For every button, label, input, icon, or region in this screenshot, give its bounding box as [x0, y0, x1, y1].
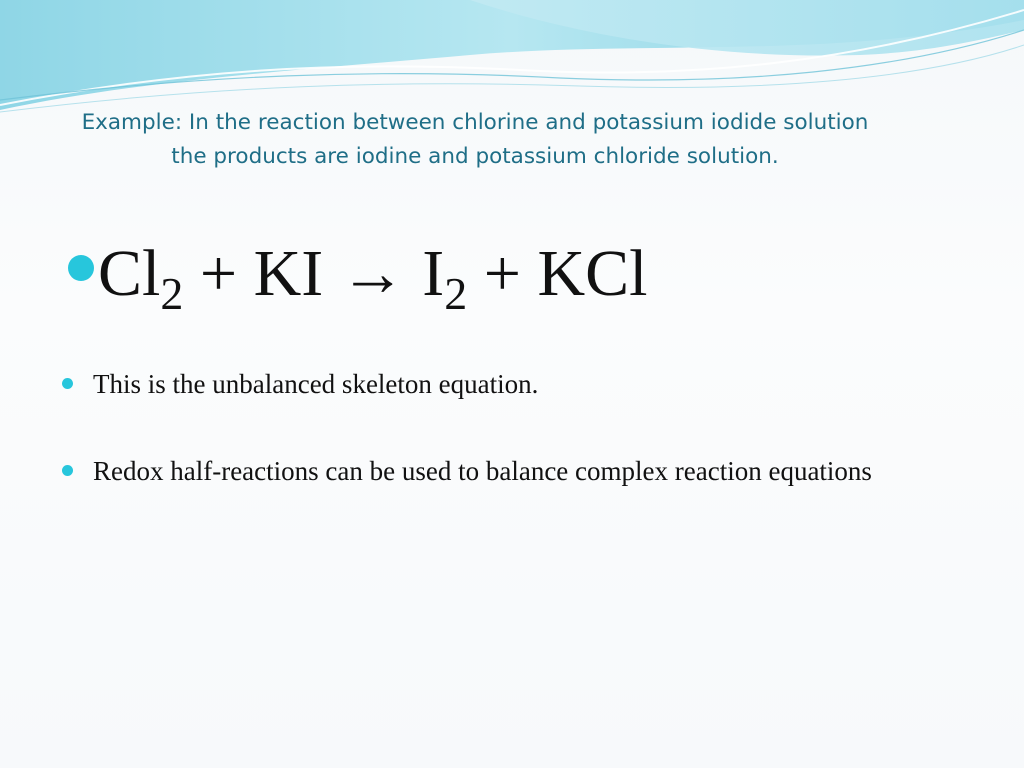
slide-title [40, 106, 910, 174]
title-line-2: the products are iodine and potassium chloride solution. [171, 144, 779, 169]
bullet-item [62, 366, 962, 403]
bullet-text: Redox half-reactions can be used to balance complex reaction equations [93, 456, 872, 486]
product-potassium-chloride: KCl [537, 237, 648, 310]
bullet-icon [62, 465, 73, 476]
reactant-chlorine: Cl [98, 237, 161, 310]
reactant-chlorine-subscript: 2 [160, 268, 184, 319]
reaction-arrow-icon: → [339, 237, 406, 310]
plus-sign-2: + [483, 237, 521, 310]
bullet-item [62, 453, 962, 490]
product-iodine-subscript: 2 [444, 268, 468, 319]
bullet-icon [68, 255, 94, 281]
bullet-icon [62, 378, 73, 389]
reactant-potassium-iodide: KI [253, 237, 324, 310]
bullet-text: This is the unbalanced skeleton equation. [93, 369, 539, 399]
bullet-list [62, 366, 962, 490]
chemical-equation [68, 226, 648, 336]
title-line-1: Example: In the reaction between chlorine and potassium iodide solution [81, 110, 869, 135]
product-iodine: I [422, 237, 445, 310]
plus-sign-1: + [199, 237, 238, 310]
